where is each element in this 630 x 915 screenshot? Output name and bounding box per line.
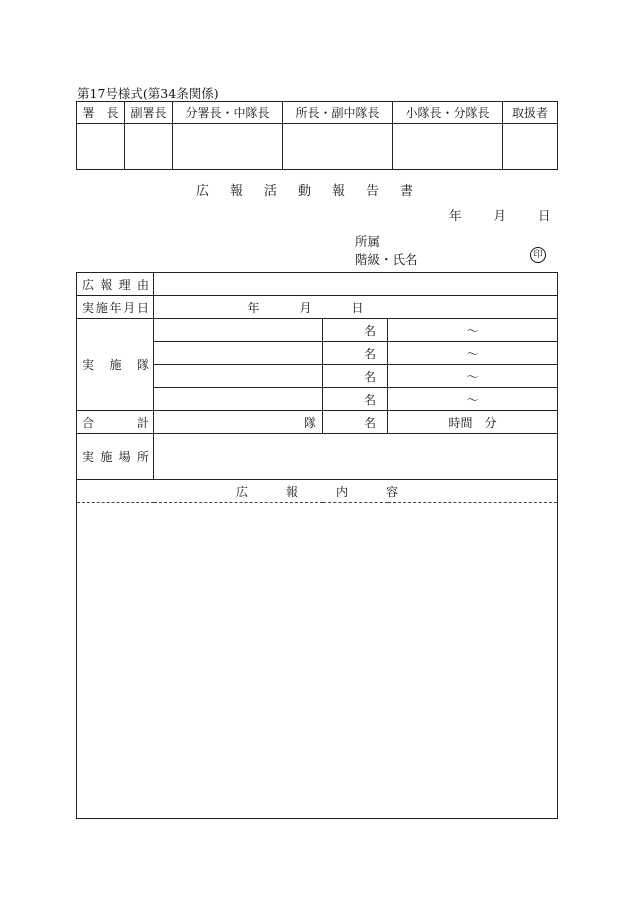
approval-header-branch-chief: 分署長・中隊長 — [173, 102, 283, 124]
document-title: 広報活動報告書 — [195, 184, 434, 199]
report-date-month: 月 — [493, 208, 506, 223]
approval-stamp-cell[interactable] — [503, 124, 558, 170]
seal-icon: 印 — [530, 247, 546, 263]
place-field[interactable] — [154, 434, 558, 480]
report-date-year: 年 — [449, 208, 462, 223]
date-day: 日 — [351, 300, 364, 315]
approval-header-station-chief: 所長・副中隊長 — [283, 102, 393, 124]
unit-time-range[interactable]: ～ — [388, 342, 558, 365]
approval-stamp-cell[interactable] — [393, 124, 503, 170]
approval-header-handler: 取扱者 — [503, 102, 558, 124]
date-year: 年 — [247, 300, 260, 315]
approval-header-deputy-chief: 副署長 — [125, 102, 173, 124]
approval-stamp-table — [76, 101, 558, 170]
report-date — [449, 206, 550, 224]
date-label: 実施年月日 — [77, 296, 154, 319]
unit-time-range[interactable]: ～ — [388, 319, 558, 342]
unit-label: 実施隊 — [77, 319, 154, 411]
unit-name-field[interactable] — [154, 319, 323, 342]
report-form-table — [76, 272, 558, 819]
unit-name-field[interactable] — [154, 365, 323, 388]
approval-stamp-cell[interactable] — [283, 124, 393, 170]
reason-field[interactable] — [154, 273, 558, 296]
approval-stamp-cell[interactable] — [173, 124, 283, 170]
date-field[interactable] — [154, 296, 558, 319]
date-month: 月 — [299, 300, 312, 315]
approval-stamp-cell[interactable] — [125, 124, 173, 170]
approval-header-chief: 署 長 — [77, 102, 125, 124]
unit-time-range[interactable]: ～ — [388, 365, 558, 388]
unit-count[interactable]: 名 — [323, 388, 388, 411]
form-number: 第17号様式(第34条関係) — [77, 86, 219, 101]
approval-header-platoon-leader: 小隊長・分隊長 — [393, 102, 503, 124]
report-date-day: 日 — [537, 208, 551, 223]
place-label: 実施場所 — [77, 434, 154, 480]
content-label: 広報内容 — [77, 480, 558, 503]
unit-count[interactable]: 名 — [323, 319, 388, 342]
total-people[interactable]: 名 — [323, 411, 388, 434]
reason-label: 広報理由 — [77, 273, 154, 296]
approval-stamp-cell[interactable] — [77, 124, 125, 170]
affiliation-label: 所属 — [355, 234, 381, 249]
total-time[interactable]: 時間 分 — [388, 411, 558, 434]
rank-name-label: 階級・氏名 — [355, 252, 418, 267]
total-label: 合計 — [77, 411, 154, 434]
unit-count[interactable]: 名 — [323, 365, 388, 388]
unit-name-field[interactable] — [154, 342, 323, 365]
content-field[interactable] — [77, 503, 558, 819]
unit-count[interactable]: 名 — [323, 342, 388, 365]
unit-name-field[interactable] — [154, 388, 323, 411]
total-units[interactable]: 隊 — [154, 411, 323, 434]
unit-time-range[interactable]: ～ — [388, 388, 558, 411]
